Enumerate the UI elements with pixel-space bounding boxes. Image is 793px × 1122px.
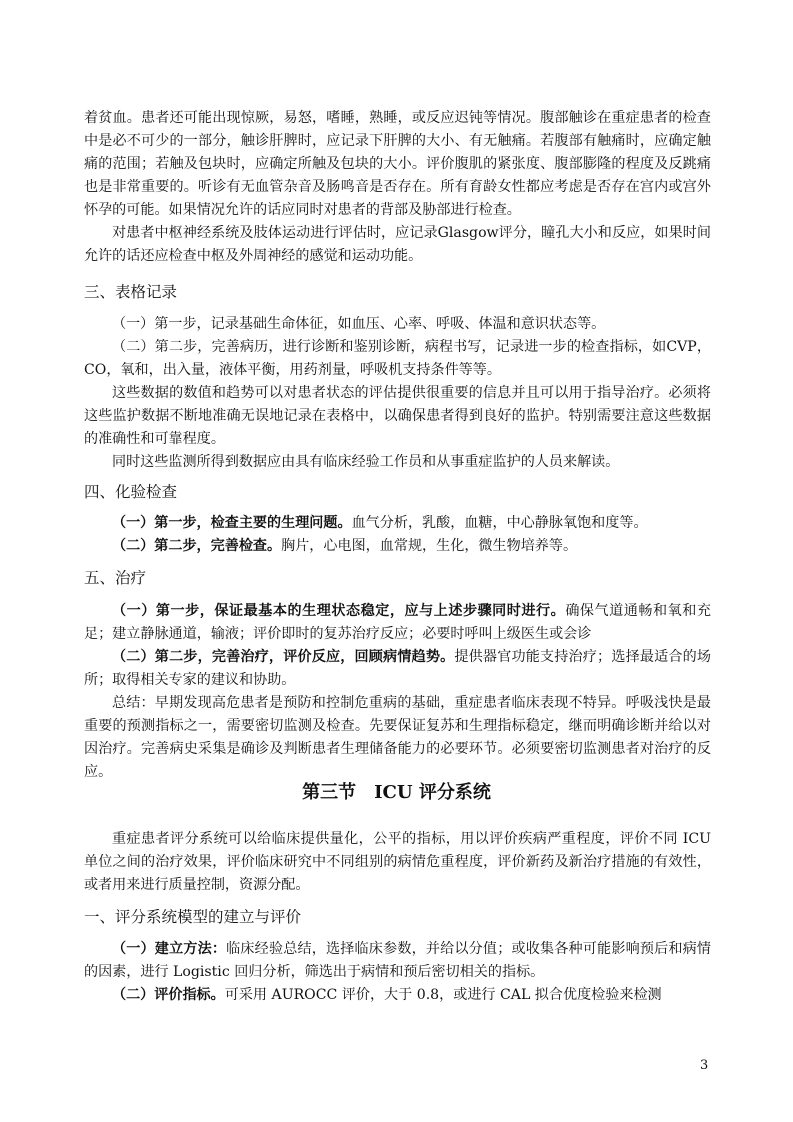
- heading-treatment: 五、治疗: [84, 569, 147, 587]
- records-paragraph: 这些数据的数值和趋势可以对患者状态的评估提供很重要的信息并且可以用于指导治疗。必须将这些监护数据不断地准确无误地记录在表格中，以确保患者得到良好的监护。特别需要注意这些数据的准确性和可靠程度。: [84, 385, 711, 447]
- treatment-summary: 总结：早期发现高危患者是预防和控制危重病的基础，重症患者临床表现不特异。呼吸浅快是最重要的预测指标之一，需要密切监测及检查。先要保证复苏和生理指标稳定，继而明确诊断并给以对因治疗。完善病史采集是确诊及判断患者生理储备能力的必要环节。必须要密切监测患者对治疗的反应。: [84, 695, 711, 780]
- treatment-step1: [84, 600, 711, 646]
- paragraph-exam: 着贫血。患者还可能出现惊厥，易怒，嗜睡，熟睡，或反应迟钝等情况。腹部触诊在重症患者的检查中是必不可少的一部分，触诊肝脾时，应记录下肝脾的大小、有无触痛。若腹部有触痛时，应确定触痛的范围；若触及包块时，应确定所触及包块的大小。评价腹肌的紧张度、腹部膨隆的程度及反跳痛也是非常重要的。听诊有无血管杂音及肠鸣音是否存在。所有育龄女性都应考虑是否存在宫内或宫外怀孕的可能。如果情况允许的话应同时对患者的背部及胁部进行检查。: [84, 110, 711, 218]
- records-step2: （二）第二步，完善病历，进行诊断和鉴别诊断，病程书写，记录进一步的检查指标，如CVP，CO，氧和，出入量，液体平衡，用药剂量，呼吸机支持条件等等。: [84, 339, 711, 378]
- treatment-step2-text: 提供器官功能支持治疗；选择最适合的场所；取得相关专家的建议和协助。: [84, 649, 712, 688]
- section-title: 第三节 ICU 评分系统: [302, 782, 491, 803]
- heading-records: 三、表格记录: [84, 283, 178, 301]
- lab-step2: [84, 535, 711, 558]
- treatment-step1-bold: （一）第一步，保证最基本的生理状态稳定，应与上述步骤同时进行。: [112, 603, 566, 619]
- model-method-text: 临床经验总结，选择临床参数，并给以分值；或收集各种可能影响预后和病情的因素，进行 Logistic 回归分析，筛选出于病情和预后密切相关的指标。: [84, 941, 712, 980]
- model-evaluation-text: 可采用 AUROCC 评价，大于 0.8，或进行 CAL 拟合优度检验来检测: [224, 987, 662, 1003]
- heading-lab-tests: 四、化验检查: [84, 483, 178, 501]
- treatment-step1-text: 确保气道通畅和氧和充足；建立静脉通道，输液；评价即时的复苏治疗反应；必要时呼叫上级医生或会诊: [84, 603, 712, 642]
- model-evaluation-bold: （二）评价指标。: [112, 987, 225, 1003]
- heading-model: 一、评分系统模型的建立与评价: [84, 908, 302, 926]
- records-step1: （一）第一步，记录基础生命体征，如血压、心率、呼吸、体温和意识状态等。: [112, 316, 606, 332]
- lab-step1-text: 血气分析，乳酸，血糖，中心静脉氧饱和度等。: [351, 515, 648, 531]
- lab-step2-bold: （二）第二步，完善检查。: [112, 538, 282, 554]
- treatment-step2: [84, 646, 711, 692]
- page-number: 3: [700, 1058, 709, 1073]
- model-method: [84, 938, 711, 984]
- lab-step2-text: 胸片，心电图，血常规，生化，微生物培养等。: [281, 538, 578, 554]
- lab-step1-bold: （一）第一步，检查主要的生理问题。: [112, 515, 352, 531]
- lab-step1: [84, 512, 711, 535]
- model-method-bold: （一）建立方法：: [112, 941, 227, 957]
- treatment-step2-bold: （二）第二步，完善治疗，评价反应，回顾病情趋势。: [112, 649, 455, 665]
- icu-intro: 重症患者评分系统可以给临床提供量化，公平的指标，用以评价疾病严重程度，评价不同 ICU 单位之间的治疗效果，评价临床研究中不同组别的病情危重程度，评价新药及新治疗措施的有效性，或者用来进行质量控制，资源分配。: [84, 831, 711, 893]
- records-interpretation: 同时这些监测所得到数据应由具有临床经验工作员和从事重症监护的人员来解读。: [112, 454, 620, 470]
- paragraph-neuro: 对患者中枢神经系统及肢体运动进行评估时，应记录Glasgow评分，瞳孔大小和反应，如果时间允许的话还应检查中枢及外周神经的感觉和运动功能。: [84, 225, 711, 264]
- model-evaluation: [84, 984, 711, 1007]
